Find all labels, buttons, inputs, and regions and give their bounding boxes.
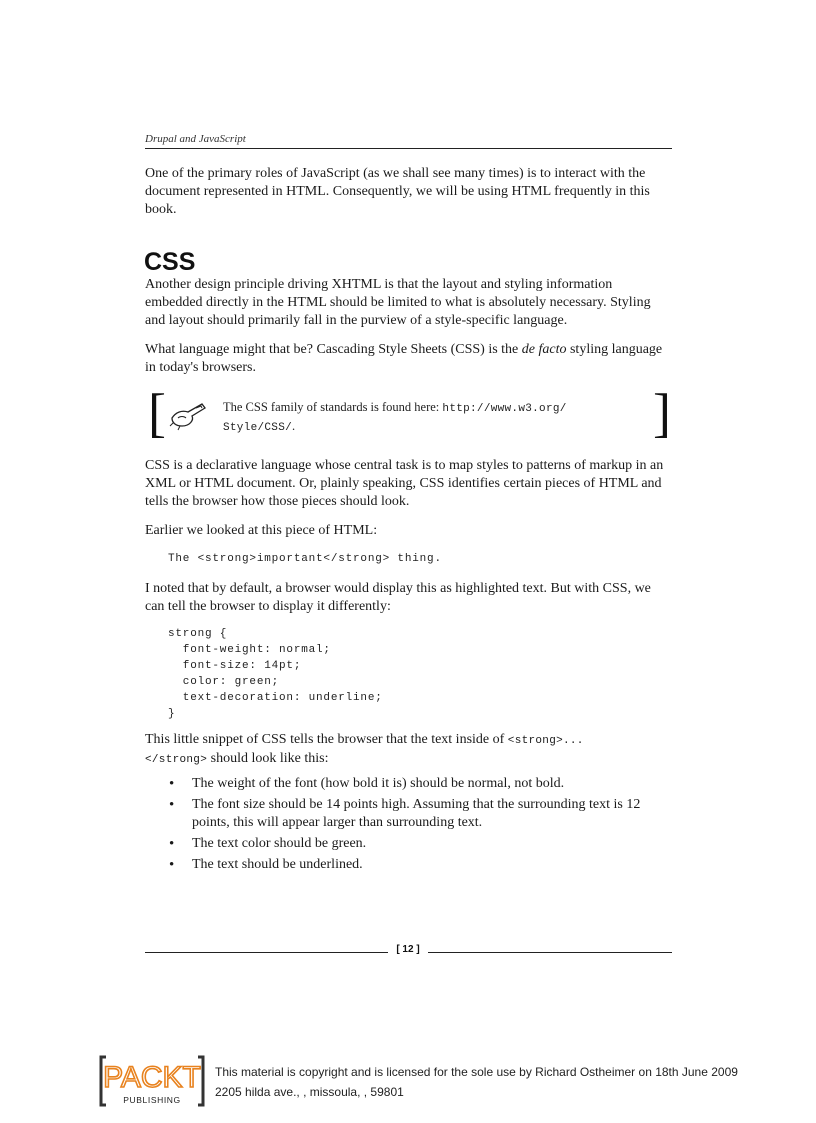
css-paragraph-3: CSS is a declarative language whose central task is to map styles to patterns of markup in an XML or HTML document. Or, plainly speaking, CSS identifies certain pieces of HTML and tells the browser how those pieces should look. <box>145 458 664 509</box>
inline-code-strong-close: </strong> <box>145 754 208 766</box>
logo-main-text: PACKT <box>103 1061 201 1094</box>
css-code-snippet: strong { font-weight: normal; font-size: 14pt; color: green; text-decoration: underline; } <box>168 628 383 720</box>
css-paragraph-2 <box>145 341 672 377</box>
logo-sub-text: PUBLISHING <box>123 1095 181 1105</box>
note-right-bracket: ] <box>653 383 671 443</box>
footer-rule-left <box>145 952 388 953</box>
list-item: • The font size should be 14 points high. Assuming that the surrounding text is 12 points, this will appear larger than surrounding text. <box>145 796 675 832</box>
copyright-line: This material is copyright and is licensed for the sole use by Richard Ostheimer on 18th June 2009 <box>215 1065 738 1079</box>
note-text <box>223 399 643 437</box>
css-paragraph-2-start: What language might that be? Cascading Style Sheets (CSS) is the <box>145 342 522 357</box>
address-line: 2205 hilda ave., , missoula, , 59801 <box>215 1085 404 1099</box>
css-paragraph-1: Another design principle driving XHTML is that the layout and styling information embedded directly in the HTML should be limited to what is absolutely necessary. Styling and layout should primarily fall in the purview of a style-specific language. <box>145 277 651 328</box>
packt-publishing-logo <box>98 1053 206 1109</box>
note-text-main: The CSS family of standards is found here: <box>223 400 443 414</box>
italic-term: de facto <box>521 342 567 357</box>
note-url-end: . <box>292 419 296 433</box>
css-paragraph-6-end: should look like this: <box>207 751 329 766</box>
footer-rule-right <box>428 952 672 953</box>
style-bullet-list <box>145 775 675 877</box>
inline-code-strong-open: <strong>... <box>507 735 584 747</box>
copyright-notice <box>215 1062 805 1102</box>
css-paragraph-4: Earlier we looked at this piece of HTML: <box>145 523 378 538</box>
css-paragraph-6 <box>145 731 672 769</box>
section-heading: CSS <box>144 248 196 276</box>
page-number: [ 12 ] <box>396 944 420 955</box>
note-pencil-icon <box>168 398 208 432</box>
css-paragraph-2-end: styling language in today's browsers. <box>145 342 663 375</box>
list-item: • The text color should be green. <box>145 835 675 853</box>
css-paragraph-5: I noted that by default, a browser would display this as highlighted text. But with CSS, we can tell the browser to display it differently: <box>145 581 651 614</box>
note-url-part2[interactable]: Style/CSS/ <box>223 422 293 434</box>
html-code-snippet: The <strong>important</strong> thing. <box>168 553 442 565</box>
running-header: Drupal and JavaScript <box>145 133 672 149</box>
note-url-part1[interactable]: http://www.w3.org/ <box>442 403 567 415</box>
intro-paragraph: One of the primary roles of JavaScript (as we shall see many times) is to interact with the document represented in HTML. Consequently, we will be using HTML frequently in this book. <box>145 166 650 217</box>
note-left-bracket: [ <box>148 383 166 443</box>
list-item: • The weight of the font (how bold it is) should be normal, not bold. <box>145 775 675 793</box>
list-item: • The text should be underlined. <box>145 856 675 874</box>
css-paragraph-6-start: This little snippet of CSS tells the browser that the text inside of <box>145 732 508 747</box>
